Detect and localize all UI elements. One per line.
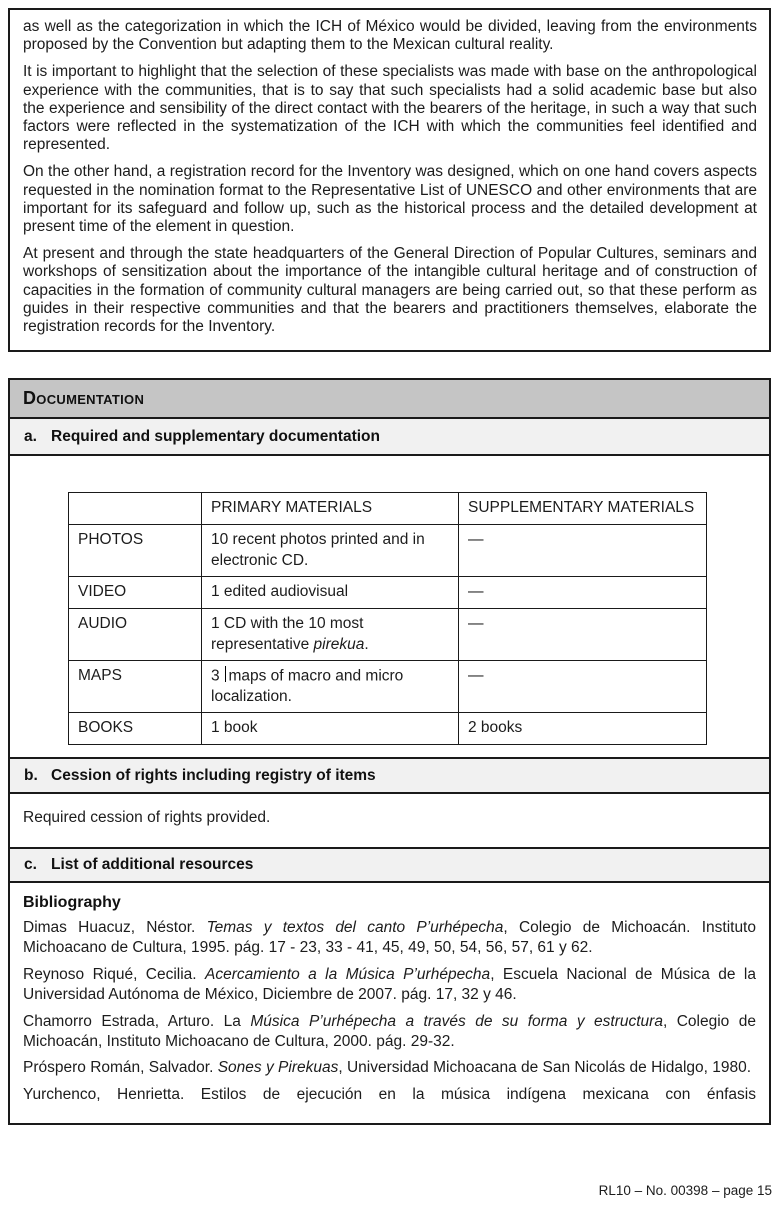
subsection-title: List of additional resources xyxy=(51,856,254,873)
primary-cell: 1 CD with the 10 most representative pirekua. xyxy=(202,609,459,661)
primary-cell: 1 book xyxy=(202,713,459,745)
table-row xyxy=(69,713,707,745)
section-title: Documentation xyxy=(23,388,145,408)
primary-cell: 10 recent photos printed and in electronic CD. xyxy=(202,525,459,577)
subsection-title: Cession of rights including registry of items xyxy=(51,766,376,784)
bibliography-entry: Yurchenco, Henrietta. Estilos de ejecución en la música indígena mexicana con énfasis xyxy=(23,1085,756,1103)
supplementary-cell: 2 books xyxy=(459,713,707,745)
subsection-header-c xyxy=(10,849,769,883)
row-label: PHOTOS xyxy=(69,525,202,577)
page-footer: RL10 – No. 00398 – page 15 xyxy=(598,1183,772,1198)
table-row xyxy=(69,525,707,577)
supplementary-cell: — xyxy=(459,661,707,713)
bibliography-heading: Bibliography xyxy=(23,894,121,911)
column-header-empty xyxy=(69,493,202,525)
supplementary-cell: — xyxy=(459,577,707,609)
subsection-label: a. xyxy=(24,427,37,445)
materials-table xyxy=(68,492,707,745)
subsection-label: b. xyxy=(24,766,38,784)
table-row xyxy=(69,609,707,661)
intro-paragraph: It is important to highlight that the selection of these specialists was made with base on the anthropological experience with the communities, that is to say that such specialists had a solid academic base but also the experience and sensibility of the direct contact with the bearers of the heritage, in such a way that such factors were reflected in the systematization of the ICH with which the communities feel identified and represented. xyxy=(23,63,757,154)
supplementary-cell: — xyxy=(459,609,707,661)
row-label: MAPS xyxy=(69,661,202,713)
row-label: VIDEO xyxy=(69,577,202,609)
materials-table-area xyxy=(10,456,769,759)
row-label: AUDIO xyxy=(69,609,202,661)
subsection-label: c. xyxy=(24,856,37,873)
bibliography-entry: Próspero Román, Salvador. Sones y Pirekuas, Universidad Michoacana de San Nicolás de Hidalgo, 1980. xyxy=(23,1059,752,1077)
documentation-section xyxy=(8,378,771,1125)
table-row xyxy=(69,577,707,609)
intro-text-block xyxy=(8,8,771,352)
subsection-title: Required and supplementary documentation xyxy=(51,427,380,445)
cession-text-block xyxy=(10,794,769,849)
intro-paragraph: At present and through the state headquarters of the General Direction of Popular Cultures, seminars and workshops of sensitization about the importance of the intangible cultural heritage and of construction of capacities in the formation of community cultural managers are being carried out, so that these perform as guides in their respective communities and that the bearers and practitioners themselves, elaborate the registration records for the Inventory. xyxy=(23,245,757,336)
bibliography-block xyxy=(10,883,769,1123)
bibliography-entry: Reynoso Riqué, Cecilia. Acercamiento a la Música P’urhépecha, Escuela Nacional de Música de la Universidad Autónoma de México, Diciembre de 2007. pág. 17, 32 y 46. xyxy=(23,965,756,1004)
section-header-documentation xyxy=(10,380,769,419)
text-cursor xyxy=(225,666,227,682)
column-header-supplementary: SUPPLEMENTARY MATERIALS xyxy=(459,493,707,525)
supplementary-cell: — xyxy=(459,525,707,577)
row-label: BOOKS xyxy=(69,713,202,745)
subsection-header-a xyxy=(10,419,769,456)
bibliography-entry: Dimas Huacuz, Néstor. Temas y textos del canto P’urhépecha, Colegio de Michoacán. Instituto Michoacano de Cultura, 1995. pág. 17 - 23, 33 - 41, 45, 49, 50, 54, 56, 57, 61 y 62. xyxy=(23,919,756,957)
subsection-header-b xyxy=(10,759,769,794)
intro-paragraph: On the other hand, a registration record for the Inventory was designed, which on one hand covers aspects requested in the nomination format to the Representative List of UNESCO and other environments that are important for its safeguard and follow up, such as the historical process and the detailed development at present time of the element in question. xyxy=(23,163,757,236)
cession-text: Required cession of rights provided. xyxy=(23,809,271,826)
column-header-primary: PRIMARY MATERIALS xyxy=(202,493,459,525)
table-header-row xyxy=(69,493,707,525)
intro-paragraph: as well as the categorization in which the ICH of México would be divided, leaving from the environments proposed by the Convention but adapting them to the Mexican cultural reality. xyxy=(23,18,757,54)
primary-cell: 3 maps of macro and micro localization. xyxy=(202,661,459,713)
primary-cell: 1 edited audiovisual xyxy=(202,577,459,609)
table-row xyxy=(69,661,707,713)
bibliography-entry: Chamorro Estrada, Arturo. La Música P’urhépecha a través de su forma y estructura, Colegio de Michoacán, Instituto Michoacano de Cultura, 2000. pág. 29-32. xyxy=(23,1012,756,1051)
